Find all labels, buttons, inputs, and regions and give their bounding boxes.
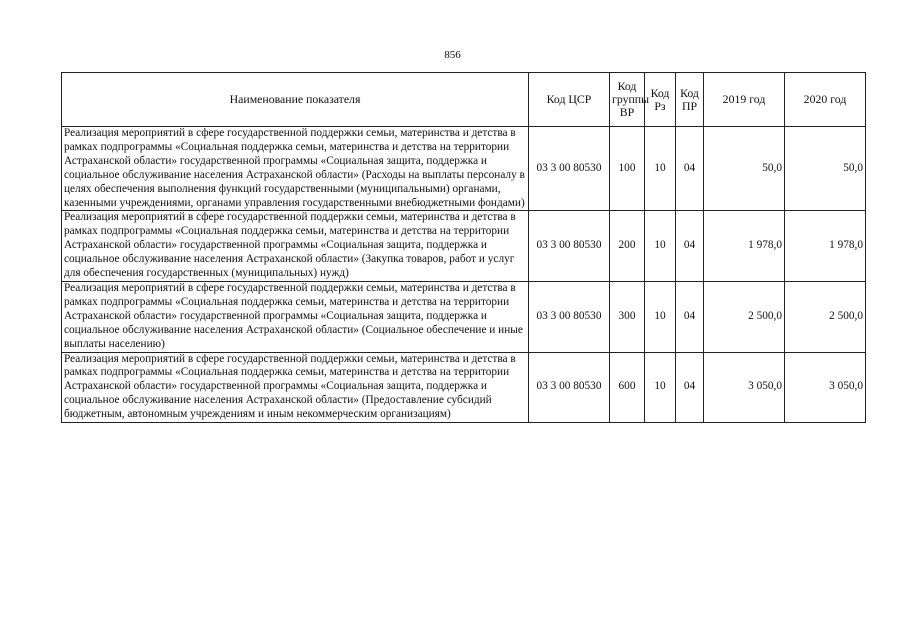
header-2019: 2019 год	[704, 73, 785, 127]
header-rz-line2: Рз	[654, 98, 666, 113]
row-2020: 1 978,0	[785, 211, 866, 282]
header-name: Наименование показателя	[62, 73, 529, 127]
row-2019: 2 500,0	[704, 281, 785, 352]
row-name: Реализация мероприятий в сфере государственной поддержки семьи, материнства и детства в рамках подпрограммы «Социальная поддержка семьи, материнства и детства на территории Астраханской области» государственной программы «Социальная защита, поддержка и социальное обслуживание населения Астраханской области» (Закупка товаров, работ и услуг для обеспечения государственных (муниципальных) нужд)	[62, 211, 529, 282]
header-vr-line1: Код	[617, 79, 637, 93]
header-pr	[676, 73, 704, 127]
row-csr: 03 3 00 80530	[529, 352, 610, 423]
header-2020: 2020 год	[785, 73, 866, 127]
table-row	[62, 352, 866, 423]
row-vr: 600	[610, 352, 645, 423]
header-rz-line1: Код	[650, 85, 670, 100]
row-csr: 03 3 00 80530	[529, 281, 610, 352]
row-2020: 3 050,0	[785, 352, 866, 423]
row-vr: 100	[610, 127, 645, 211]
row-pr: 04	[676, 127, 704, 211]
row-name: Реализация мероприятий в сфере государственной поддержки семьи, материнства и детства в рамках подпрограммы «Социальная поддержка семьи, материнства и детства на территории Астраханской области» государственной программы «Социальная защита, поддержка и социальное обслуживание населения Астраханской области» (Расходы на выплаты персоналу в целях обеспечения выполнения функций государственными (муниципальными) органами, казенными учреждениями, органами управления государственными внебюджетными фондами)	[62, 127, 529, 211]
row-rz: 10	[645, 281, 676, 352]
header-vr-line3: ВР	[619, 105, 635, 119]
row-name: Реализация мероприятий в сфере государственной поддержки семьи, материнства и детства в рамках подпрограммы «Социальная поддержка семьи, материнства и детства на территории Астраханской области» государственной программы «Социальная защита, поддержка и социальное обслуживание населения Астраханской области» (Социальное обеспечение и иные выплаты населению)	[62, 281, 529, 352]
row-name: Реализация мероприятий в сфере государственной поддержки семьи, материнства и детства в рамках подпрограммы «Социальная поддержка семьи, материнства и детства на территории Астраханской области» государственной программы «Социальная защита, поддержка и социальное обслуживание населения Астраханской области» (Предоставление субсидий бюджетным, автономным учреждениям и иным некоммерческим организациям)	[62, 352, 529, 423]
row-rz: 10	[645, 211, 676, 282]
row-2019: 3 050,0	[704, 352, 785, 423]
header-vr-line2: группы	[612, 92, 650, 106]
table-row	[62, 211, 866, 282]
row-2019: 50,0	[704, 127, 785, 211]
row-2020: 50,0	[785, 127, 866, 211]
header-rz	[645, 73, 676, 127]
table-row	[62, 127, 866, 211]
row-pr: 04	[676, 352, 704, 423]
table-header-row	[62, 73, 866, 127]
header-csr: Код ЦСР	[529, 73, 610, 127]
header-vr	[610, 73, 650, 127]
row-pr: 04	[676, 281, 704, 352]
header-pr-line2: ПР	[681, 98, 698, 113]
row-vr: 200	[610, 211, 645, 282]
row-csr: 03 3 00 80530	[529, 211, 610, 282]
row-pr: 04	[676, 211, 704, 282]
row-csr: 03 3 00 80530	[529, 127, 610, 211]
row-2019: 1 978,0	[704, 211, 785, 282]
table-row	[62, 281, 866, 352]
header-pr-line1: Код	[680, 85, 699, 100]
row-vr: 300	[610, 281, 645, 352]
row-rz: 10	[645, 127, 676, 211]
budget-table	[61, 72, 866, 423]
page-number: 856	[444, 49, 461, 61]
row-rz: 10	[645, 352, 676, 423]
row-2020: 2 500,0	[785, 281, 866, 352]
